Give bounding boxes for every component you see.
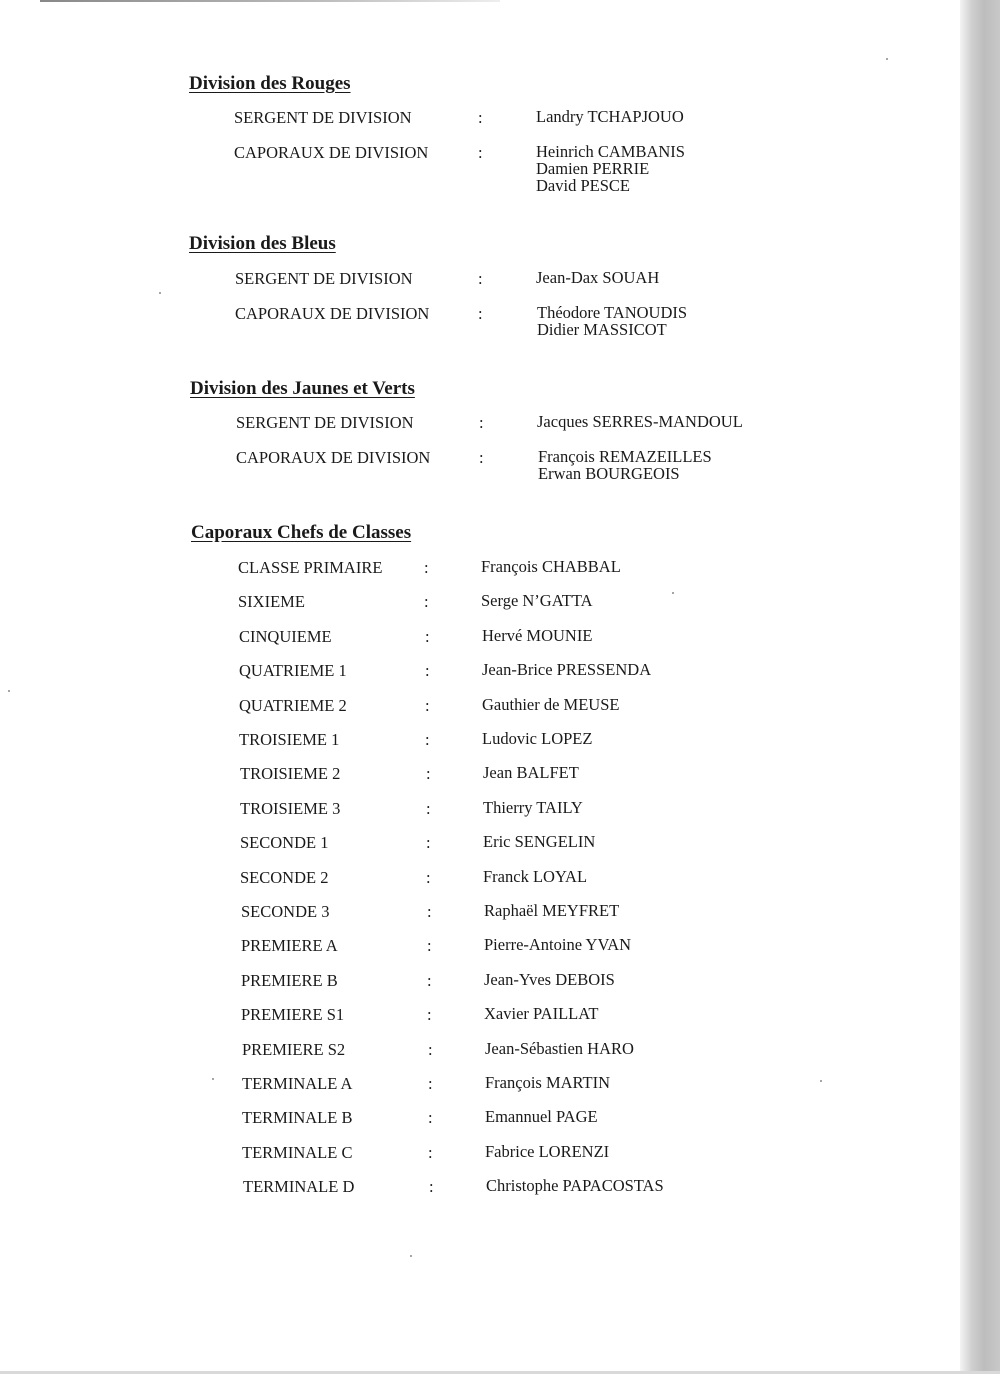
- class-label: PREMIERE A: [241, 936, 338, 956]
- scan-speck: [820, 1080, 822, 1082]
- class-chief-name: Raphaël MEYFRET: [484, 901, 620, 920]
- class-label: SECONDE 2: [240, 867, 329, 887]
- separator: :: [426, 867, 431, 887]
- separator: :: [428, 1142, 433, 1162]
- separator: :: [424, 558, 429, 577]
- class-label: TROISIEME 1: [239, 730, 340, 749]
- separator: :: [428, 1039, 433, 1059]
- class-label: SECONDE 3: [241, 902, 330, 921]
- class-label: TERMINALE A: [242, 1074, 353, 1093]
- class-chief-name: Xavier PAILLAT: [484, 1004, 599, 1024]
- class-label: CLASSE PRIMAIRE: [238, 558, 383, 577]
- separator: :: [427, 936, 432, 956]
- class-chief-name: Jean-Yves DEBOIS: [484, 969, 615, 989]
- division-bleus-heading: Division des Bleus: [189, 233, 336, 254]
- role-label: CAPORAUX DE DIVISION: [235, 304, 430, 323]
- class-chief-name: Pierre-Antoine YVAN: [484, 935, 632, 955]
- class-chief-name: Jean-Brice PRESSENDA: [482, 660, 652, 680]
- separator: :: [478, 108, 483, 127]
- role-label: SERGENT DE DIVISION: [234, 108, 412, 127]
- class-chief-name: François MARTIN: [485, 1073, 611, 1092]
- caporal-name: David PESCE: [536, 176, 630, 195]
- caporal-name: Damien PERRIE: [536, 159, 650, 178]
- class-chief-name: François CHABBAL: [481, 557, 621, 576]
- caporaux-list: [538, 448, 712, 482]
- class-label: SIXIEME: [238, 592, 305, 612]
- separator: :: [425, 695, 430, 715]
- separator: :: [478, 143, 483, 162]
- separator: :: [425, 626, 430, 646]
- class-label: CINQUIEME: [239, 626, 332, 646]
- class-chief-name: Christophe PAPACOSTAS: [486, 1176, 664, 1196]
- scan-speck: [886, 58, 888, 60]
- class-chief-name: Ludovic LOPEZ: [482, 729, 593, 748]
- class-label: TROISIEME 3: [240, 798, 341, 818]
- class-label: TERMINALE B: [242, 1108, 353, 1128]
- sergent-name: Jacques SERRES-MANDOUL: [537, 412, 743, 431]
- class-label: TROISIEME 2: [240, 764, 341, 784]
- separator: :: [427, 1005, 432, 1025]
- division-jaunes-verts-heading: Division des Jaunes et Verts: [190, 378, 415, 399]
- separator: :: [425, 661, 430, 681]
- class-label: SECONDE 1: [240, 833, 329, 853]
- separator: :: [427, 970, 432, 990]
- caporaux-list: [537, 304, 687, 338]
- class-label: TERMINALE D: [243, 1177, 355, 1197]
- scan-top-edge: [40, 0, 500, 2]
- class-label: QUATRIEME 1: [239, 661, 347, 681]
- role-label: SERGENT DE DIVISION: [235, 269, 413, 288]
- separator: :: [426, 798, 431, 818]
- separator: :: [428, 1074, 433, 1093]
- class-chief-name: Fabrice LORENZI: [485, 1141, 610, 1161]
- scan-speck: [410, 1255, 412, 1257]
- class-label: PREMIERE S2: [242, 1039, 346, 1059]
- caporal-name: Théodore TANOUDIS: [537, 303, 688, 322]
- caporal-name: Erwan BOURGEOIS: [538, 464, 680, 483]
- class-label: QUATRIEME 2: [239, 695, 347, 715]
- caporaux-list: [536, 143, 685, 194]
- role-label: CAPORAUX DE DIVISION: [234, 143, 429, 162]
- separator: :: [478, 304, 483, 323]
- class-chief-name: Franck LOYAL: [483, 866, 588, 886]
- separator: :: [426, 764, 431, 784]
- caporal-name: Didier MASSICOT: [537, 320, 667, 339]
- separator: :: [424, 592, 429, 612]
- class-chief-name: Thierry TAILY: [483, 797, 583, 817]
- class-chief-name: Serge N’GATTA: [481, 591, 593, 611]
- separator: :: [479, 448, 484, 467]
- separator: :: [426, 833, 431, 853]
- class-label: TERMINALE C: [242, 1142, 353, 1162]
- role-label: CAPORAUX DE DIVISION: [236, 448, 431, 467]
- class-label: PREMIERE B: [241, 970, 338, 990]
- division-rouges-heading: Division des Rouges: [189, 73, 351, 94]
- class-chief-name: Emannuel PAGE: [485, 1107, 598, 1127]
- class-chief-name: Gauthier de MEUSE: [482, 694, 620, 714]
- separator: :: [479, 413, 484, 432]
- separator: :: [429, 1177, 434, 1197]
- sergent-name: Landry TCHAPJOUO: [536, 107, 684, 126]
- separator: :: [478, 269, 483, 288]
- separator: :: [427, 902, 432, 921]
- scan-page-shadow: [960, 0, 1000, 1374]
- class-chief-name: Jean BALFET: [483, 763, 579, 783]
- caporaux-chefs-heading: Caporaux Chefs de Classes: [191, 522, 412, 543]
- scan-speck: [672, 592, 674, 594]
- role-label: SERGENT DE DIVISION: [236, 413, 414, 432]
- caporal-name: François REMAZEILLES: [538, 447, 712, 466]
- scan-speck: [159, 292, 161, 294]
- separator: :: [428, 1108, 433, 1128]
- scan-speck: [212, 1078, 214, 1080]
- class-chief-name: Eric SENGELIN: [483, 832, 596, 852]
- class-chief-name: Hervé MOUNIE: [482, 625, 593, 645]
- sergent-name: Jean-Dax SOUAH: [536, 268, 660, 287]
- class-chief-name: Jean-Sébastien HARO: [485, 1038, 634, 1058]
- caporal-name: Heinrich CAMBANIS: [536, 142, 685, 161]
- scan-speck: [8, 690, 10, 692]
- separator: :: [425, 730, 430, 749]
- class-label: PREMIERE S1: [241, 1005, 345, 1025]
